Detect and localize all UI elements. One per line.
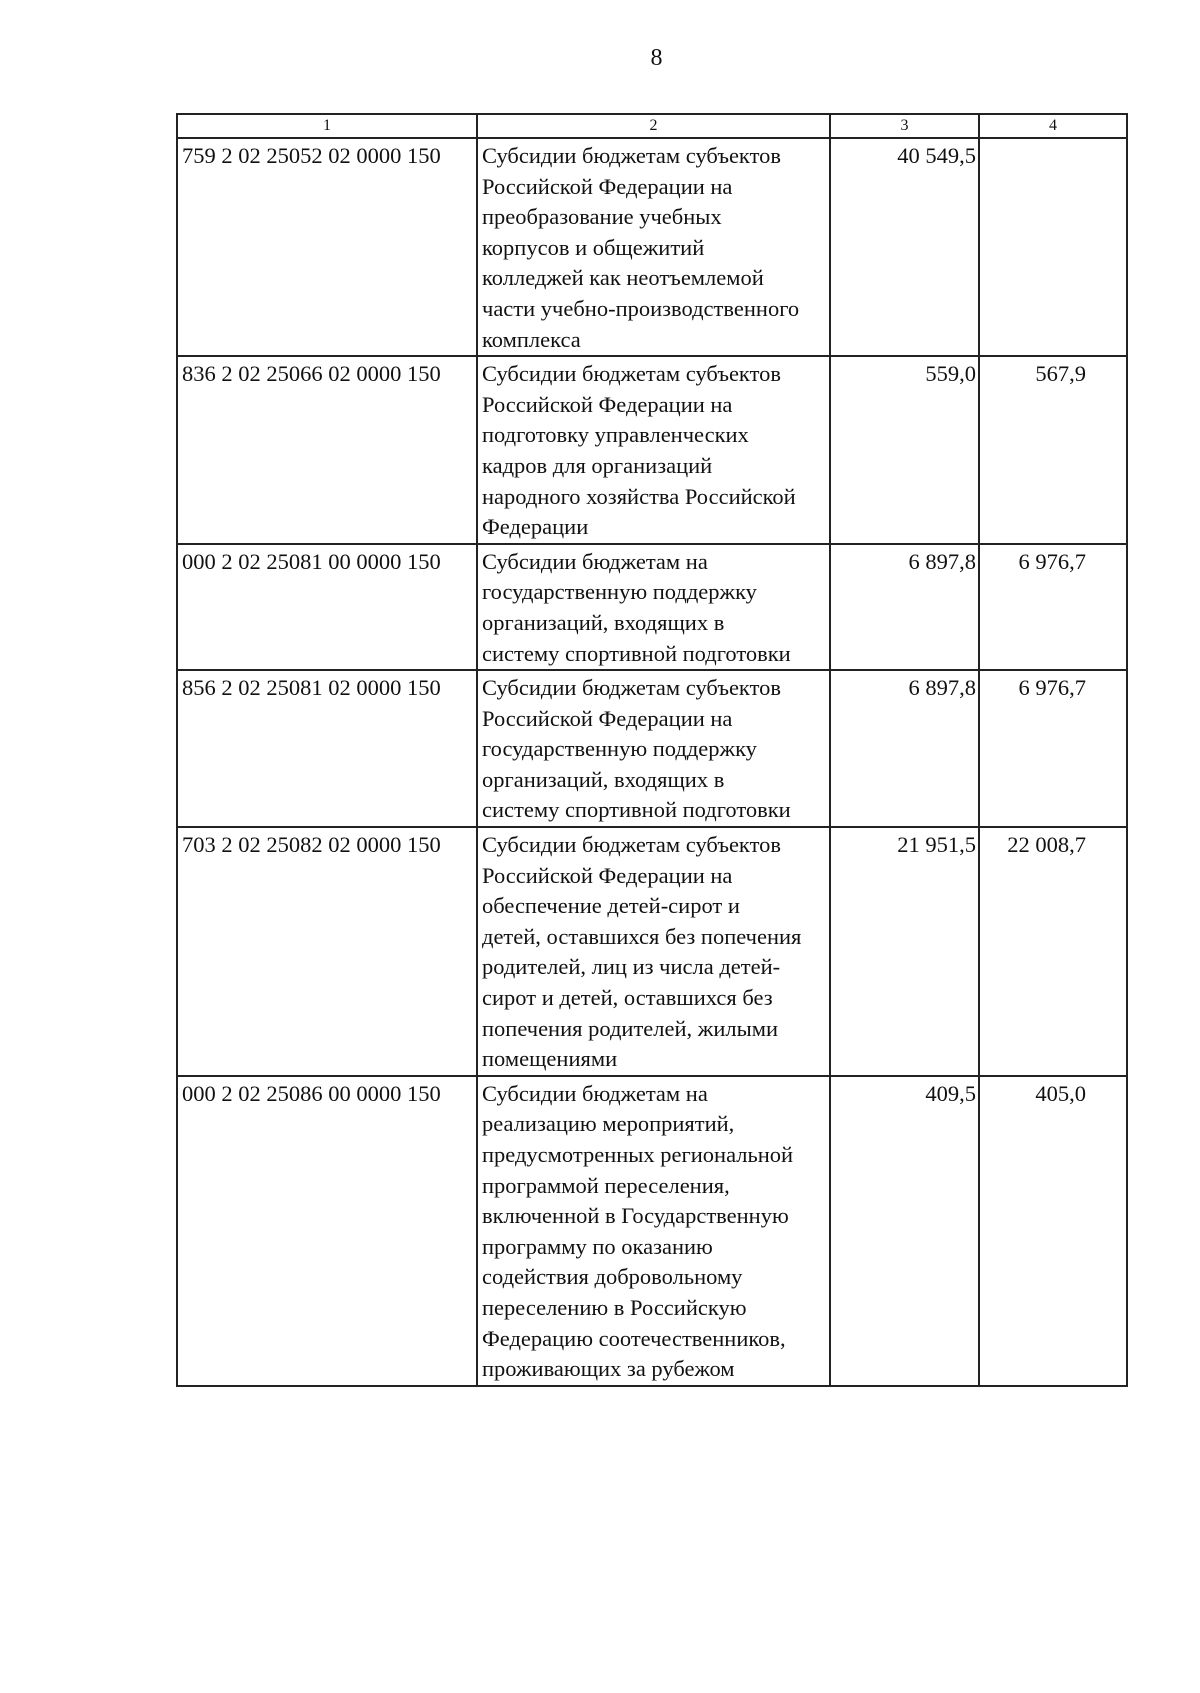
description-cell	[477, 1076, 830, 1386]
description-line: колледжей как неотъемлемой	[482, 265, 764, 291]
description-line: народного хозяйства Российской	[482, 483, 796, 509]
description-line: государственную поддержку	[482, 579, 757, 605]
table-row	[177, 670, 1127, 827]
description-line: Субсидии бюджетам на	[482, 1080, 708, 1106]
description-line: Российской Федерации на	[482, 862, 733, 888]
description-line: организаций, входящих в	[482, 609, 725, 635]
table-row	[177, 544, 1127, 670]
description-line: включенной в Государственную	[482, 1203, 789, 1229]
amount-col-3-cell: 409,5	[830, 1076, 979, 1386]
header-col-2: 2	[477, 114, 830, 138]
budget-code-cell: 000 2 02 25081 00 0000 150	[177, 544, 477, 670]
description-line: Российской Федерации на	[482, 391, 733, 417]
description-line: попечения родителей, жилыми	[482, 1015, 778, 1041]
header-col-1: 1	[177, 114, 477, 138]
description-cell	[477, 670, 830, 827]
amount-col-4-cell: 405,0	[979, 1076, 1127, 1386]
description-line: Субсидии бюджетам субъектов	[482, 675, 781, 701]
description-cell	[477, 544, 830, 670]
budget-table	[176, 113, 1128, 1387]
header-row	[177, 114, 1127, 138]
description-line: организаций, входящих в	[482, 766, 725, 792]
description-line: сирот и детей, оставшихся без	[482, 985, 773, 1011]
description-line: Российской Федерации на	[482, 705, 733, 731]
description-cell	[477, 827, 830, 1076]
description-line: Федерацию соотечественников,	[482, 1325, 786, 1351]
description-line: систему спортивной подготовки	[482, 640, 791, 666]
description-line: части учебно-производственного	[482, 295, 800, 321]
budget-code-cell: 836 2 02 25066 02 0000 150	[177, 356, 477, 544]
description-line: подготовку управленческих	[482, 422, 749, 448]
table-row	[177, 827, 1127, 1076]
description-cell	[477, 138, 830, 356]
description-line: Субсидии бюджетам на	[482, 548, 708, 574]
description-line: преобразование учебных	[482, 204, 722, 230]
description-line: Субсидии бюджетам субъектов	[482, 143, 781, 168]
description-line: содействия добровольному	[482, 1264, 743, 1290]
description-line: детей, оставшихся без попечения	[482, 923, 802, 949]
header-col-3: 3	[830, 114, 979, 138]
amount-col-3-cell: 559,0	[830, 356, 979, 544]
table-body	[177, 138, 1127, 1386]
header-col-4: 4	[979, 114, 1127, 138]
amount-col-4-cell: 22 008,7	[979, 827, 1127, 1076]
description-line: Субсидии бюджетам субъектов	[482, 832, 781, 858]
description-line: родителей, лиц из числа детей-	[482, 954, 781, 980]
description-line: помещениями	[482, 1046, 618, 1072]
description-line: систему спортивной подготовки	[482, 797, 791, 823]
description-line: обеспечение детей-сирот и	[482, 893, 740, 919]
amount-col-4-cell: 567,9	[979, 356, 1127, 544]
description-line: проживающих за рубежом	[482, 1356, 735, 1382]
amount-col-4-cell	[979, 138, 1127, 356]
table-row	[177, 1076, 1127, 1386]
amount-col-4-cell: 6 976,7	[979, 544, 1127, 670]
budget-code-cell: 759 2 02 25052 02 0000 150	[177, 138, 477, 356]
budget-code-cell: 000 2 02 25086 00 0000 150	[177, 1076, 477, 1386]
amount-col-3-cell: 6 897,8	[830, 670, 979, 827]
amount-col-4-cell: 6 976,7	[979, 670, 1127, 827]
budget-code-cell: 856 2 02 25081 02 0000 150	[177, 670, 477, 827]
description-line: программу по оказанию	[482, 1233, 713, 1259]
description-line: Федерации	[482, 514, 589, 540]
description-line: программой переселения,	[482, 1172, 730, 1198]
description-line: переселению в Российскую	[482, 1294, 747, 1320]
description-line: комплекса	[482, 326, 581, 352]
amount-col-3-cell: 21 951,5	[830, 827, 979, 1076]
description-line: корпусов и общежитий	[482, 234, 705, 260]
table-row	[177, 356, 1127, 544]
page-number: 8	[650, 45, 663, 71]
description-line: государственную поддержку	[482, 736, 757, 762]
description-line: реализацию мероприятий,	[482, 1111, 735, 1137]
description-cell	[477, 356, 830, 544]
amount-col-3-cell: 40 549,5	[830, 138, 979, 356]
table-row	[177, 138, 1127, 356]
budget-code-cell: 703 2 02 25082 02 0000 150	[177, 827, 477, 1076]
description-line: кадров для организаций	[482, 452, 713, 478]
description-line: Российской Федерации на	[482, 173, 733, 199]
description-line: Субсидии бюджетам субъектов	[482, 361, 781, 387]
description-line: предусмотренных региональной	[482, 1142, 794, 1167]
amount-col-3-cell: 6 897,8	[830, 544, 979, 670]
